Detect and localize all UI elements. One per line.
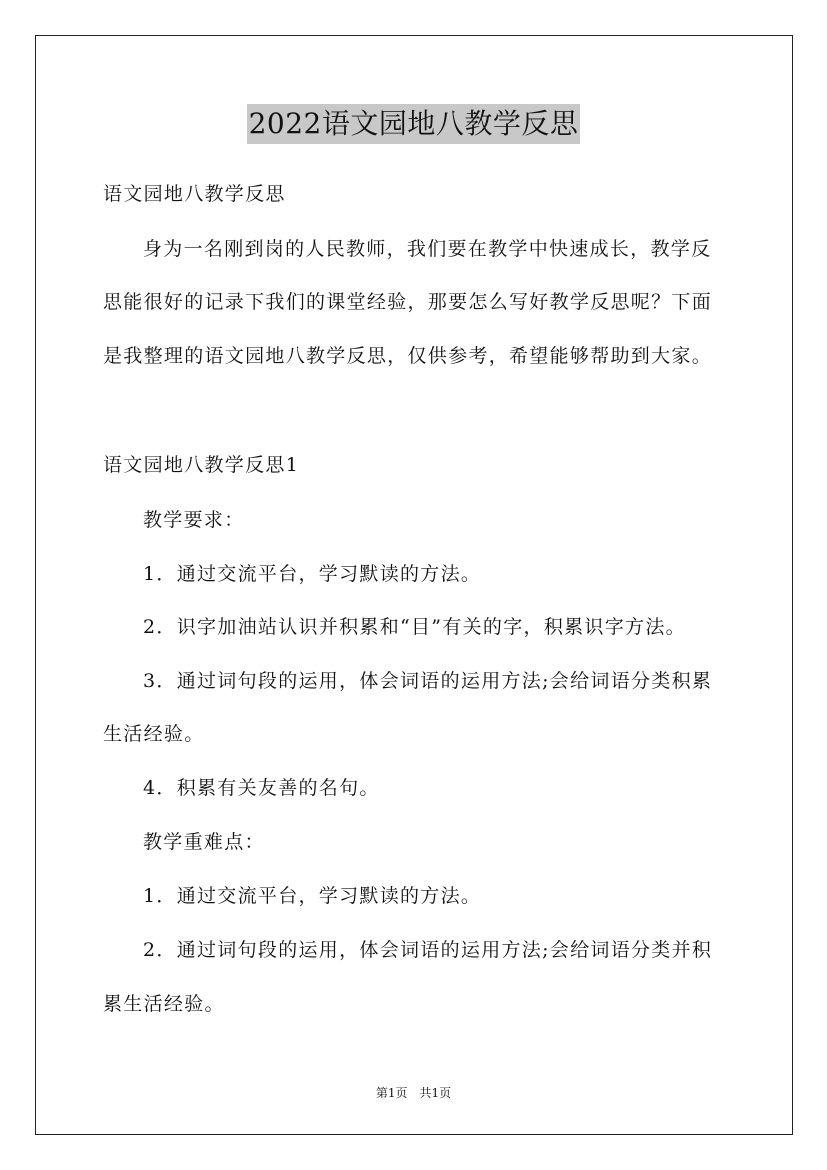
intro-line-2: 思能很好的记录下我们的课堂经验，那要怎么写好教学反思呢？下面	[103, 291, 713, 313]
body-line-9: 2．通过词句段的运用，体会词语的运用方法;会给词语分类并积	[143, 939, 713, 961]
title-container	[0, 104, 827, 144]
body-line-1: 教学要求：	[143, 509, 245, 531]
document-subtitle: 语文园地八教学反思	[103, 183, 286, 205]
section-heading: 语文园地八教学反思1	[103, 454, 300, 476]
page-footer: 第1页 共1页	[375, 1086, 452, 1100]
body-line-4: 3．通过词句段的运用，体会词语的运用方法;会给词语分类积累	[143, 670, 713, 692]
body-line-6: 4．积累有关友善的名句。	[143, 777, 380, 799]
intro-line-3: 是我整理的语文园地八教学反思，仅供参考，希望能够帮助到大家。	[103, 345, 713, 367]
document-title: 2022语文园地八教学反思	[247, 104, 581, 144]
body-line-5: 生活经验。	[103, 723, 205, 745]
body-line-10: 累生活经验。	[103, 993, 225, 1015]
intro-line-1: 身为一名刚到岗的人民教师，我们要在教学中快速成长，教学反	[143, 238, 712, 260]
body-line-8: 1．通过交流平台，学习默读的方法。	[143, 885, 482, 907]
body-line-7: 教学重难点：	[143, 831, 265, 853]
body-line-3: 2．识字加油站认识并积累和“目”有关的字，积累识字方法。	[143, 616, 686, 638]
body-line-2: 1．通过交流平台，学习默读的方法。	[143, 563, 482, 585]
